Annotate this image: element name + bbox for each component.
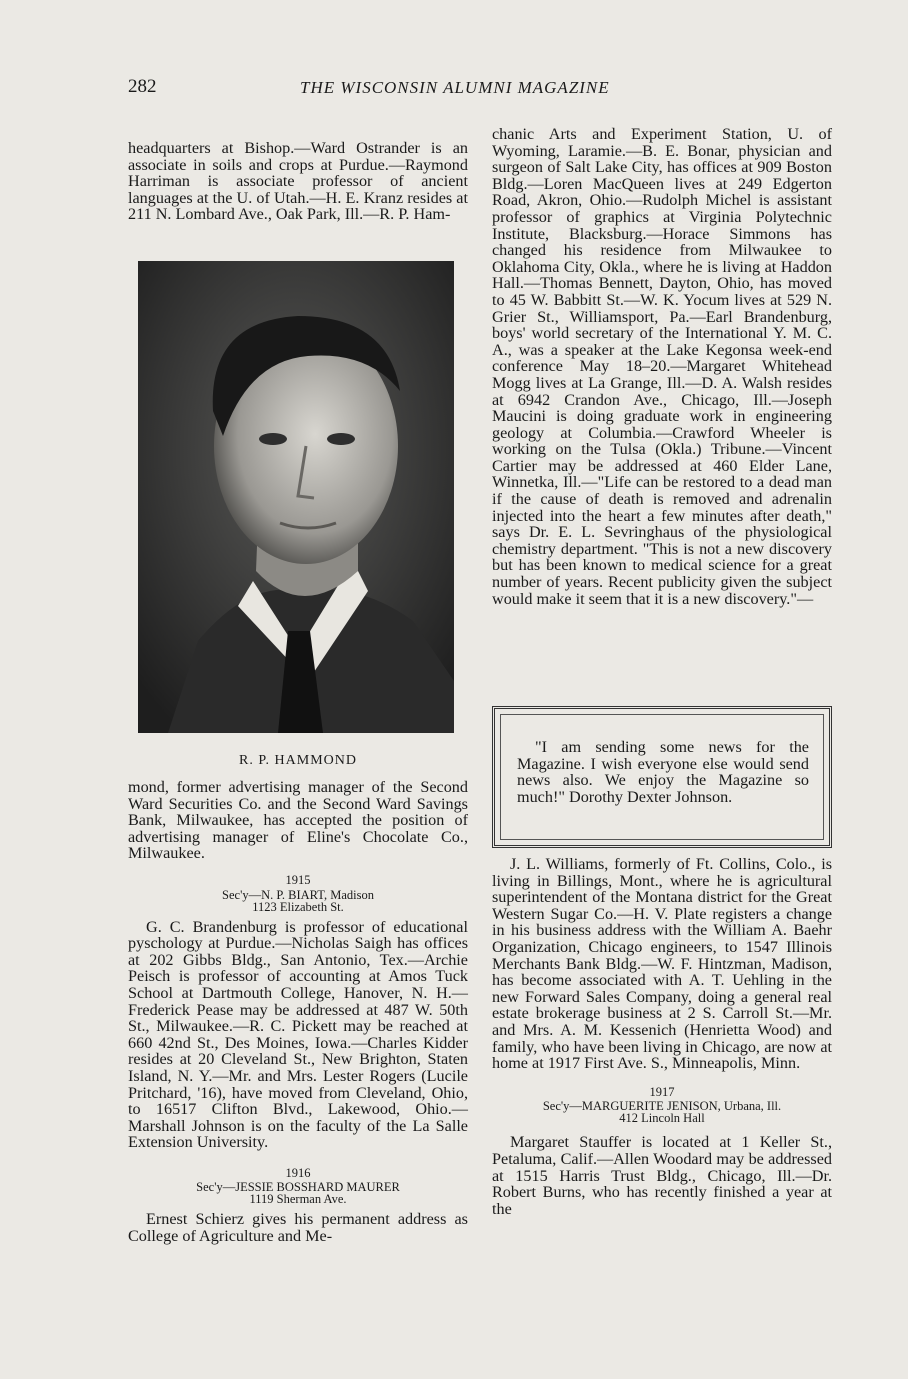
- left-column-top: [128, 140, 468, 223]
- magazine-title: THE WISCONSIN ALUMNI MAGAZINE: [300, 78, 610, 97]
- left-after-photo-text: mond, former advertising manager of the Second Ward Securities Co. and the Second Ward Savings Bank, Milwaukee, has accepted the position of advertising manager of Eline's Chocolate Co., Milwaukee.: [128, 778, 468, 863]
- page-number: 282: [128, 76, 157, 97]
- class-1916-secretary-address: 1119 Sherman Ave.: [249, 1192, 347, 1207]
- class-1916-secretary: Sec'y—JESSIE BOSSHARD MAURER: [196, 1180, 400, 1195]
- right-column-bottom: [492, 856, 832, 1217]
- right-top-text: chanic Arts and Experiment Station, U. of Wyoming, Laramie.—B. E. Bonar, physician and surgeon of Salt Lake City, has offices at 909 Boston Bldg.—Loren MacQueen lives at 249 Edgerton Road, Akron, Ohio.—Rudolph Michel is assistant professor of graphics at Virginia Polytechnic Institute, Blacksburg.—Horace Simmons has changed his residence from Milwaukee to Oklahoma City, Okla., where he is living at Haddon Hall.—Thomas Bennett, Dayton, Ohio, has moved to 45 W. Babbitt St.—W. K. Yocum lives at 529 N. Grier St., Williamsport, Pa.—Earl Brandenburg, boys' world secretary of the International Y. M. C. A., was a speaker at the Lake Kegonsa week-end conference May 18–20.—Margaret Whitehead Mogg lives at La Grange, Ill.—D. A. Walsh resides at 6942 Crandon Ave., Chicago, Ill.—Joseph Maucini is doing graduate work in engineering geology at Columbia.—Crawford Wheeler is working on the Tulsa (Okla.) Tribune.—Vincent Cartier may be addressed at 460 Elder Lane, Winnetka, Ill.—"Life can be restored to a dead man if the cause of death is removed and adrenalin injected into the heart a few minutes after death," says Dr. E. L. Sevringhaus of the physiological chemistry department. "This is not a new discovery but has been known to medical science for a great number of years. Recent publicity given the subject would make it seem that it is a new discovery."—: [492, 125, 832, 608]
- class-1915-text: G. C. Brandenburg is professor of educational pyschology at Purdue.—Nicholas Saigh has offices at 202 Gibbs Bldg., San Antonio, Tex.—Archie Peisch is professor of accounting at Amos Tuck School at Dartmouth College, Hanover, N. H.—Frederick Pease may be addressed at 487 W. 50th St., Milwaukee.—R. C. Pickett may be reached at 660 42nd St., Des Moines, Iowa.—Charles Kidder resides at 20 Cleveland St., New Brighton, Staten Island, N. Y.—Mr. and Mrs. Lester Rogers (Lucile Pritchard, '16), have moved from Cleveland, Ohio, to 16517 Clifton Blvd., Lakewood, Ohio.—Marshall Johnson is on the faculty of the La Salle Extension University.: [128, 917, 468, 1152]
- class-1916-text: Ernest Schierz gives his permanent address as College of Agriculture and Me-: [128, 1210, 468, 1246]
- class-1915-secretary: Sec'y—N. P. BIART, Madison: [222, 887, 374, 902]
- page-header: [128, 76, 668, 102]
- quote-box: [492, 706, 832, 848]
- portrait-image: [138, 261, 454, 733]
- left-column-bottom: [128, 779, 468, 1245]
- right-mid-text: J. L. Williams, formerly of Ft. Collins, Colo., is living in Billings, Mont., where he is agricultural superintendent of the Montana district for the Great Western Sugar Co.—H. V. Plate registers a change in his business address with the William A. Baehr Organization, Chicago engineers, to 1547 Illinois Merchants Bank Bldg.—W. F. Hintzman, Madison, has become associated with A. T. Uehling in the new Forward Sales Company, doing a general real estate brokerage business at 2 S. Carroll St.—Mr. and Mrs. A. M. Kessenich (Henrietta Wood) and family, who have been living in Chicago, are now at home at 1917 First Ave. S., Minneapolis, Minn.: [492, 855, 832, 1073]
- class-1917-secretary: Sec'y—MARGUERITE JENISON, Urbana, Ill.: [542, 1099, 782, 1114]
- class-1917-year: 1917: [649, 1084, 675, 1099]
- class-1915-secretary-address: 1123 Elizabeth St.: [252, 899, 344, 914]
- class-1917-secretary-address: 412 Lincoln Hall: [619, 1111, 705, 1126]
- class-1916-year: 1916: [285, 1165, 311, 1180]
- class-1917-text: Margaret Stauffer is located at 1 Keller St., Petaluma, Calif.—Allen Woodard may be addressed at 1515 Harris Trust Bldg., Chicago, Ill.—Dr. Robert Burns, who has recently finished a year at the: [492, 1133, 832, 1218]
- quote-box-text: "I am sending some news for the Magazine. I wish everyone else would send news also. We enjoy the Magazine so much!" Dorothy Dexter Johnson.: [517, 738, 809, 806]
- left-top-text: headquarters at Bishop.—Ward Ostrander is an associate in soils and crops at Purdue.—Raymond Harriman is associate professor of ancient languages at the U. of Utah.—H. E. Kranz resides at 211 N. Lombard Ave., Oak Park, Ill.—R. P. Ham-: [128, 139, 468, 224]
- right-column-top: [492, 126, 832, 607]
- portrait-photo: [138, 261, 454, 733]
- class-1915-year: 1915: [285, 872, 311, 887]
- photo-caption: R. P. HAMMOND: [238, 753, 358, 768]
